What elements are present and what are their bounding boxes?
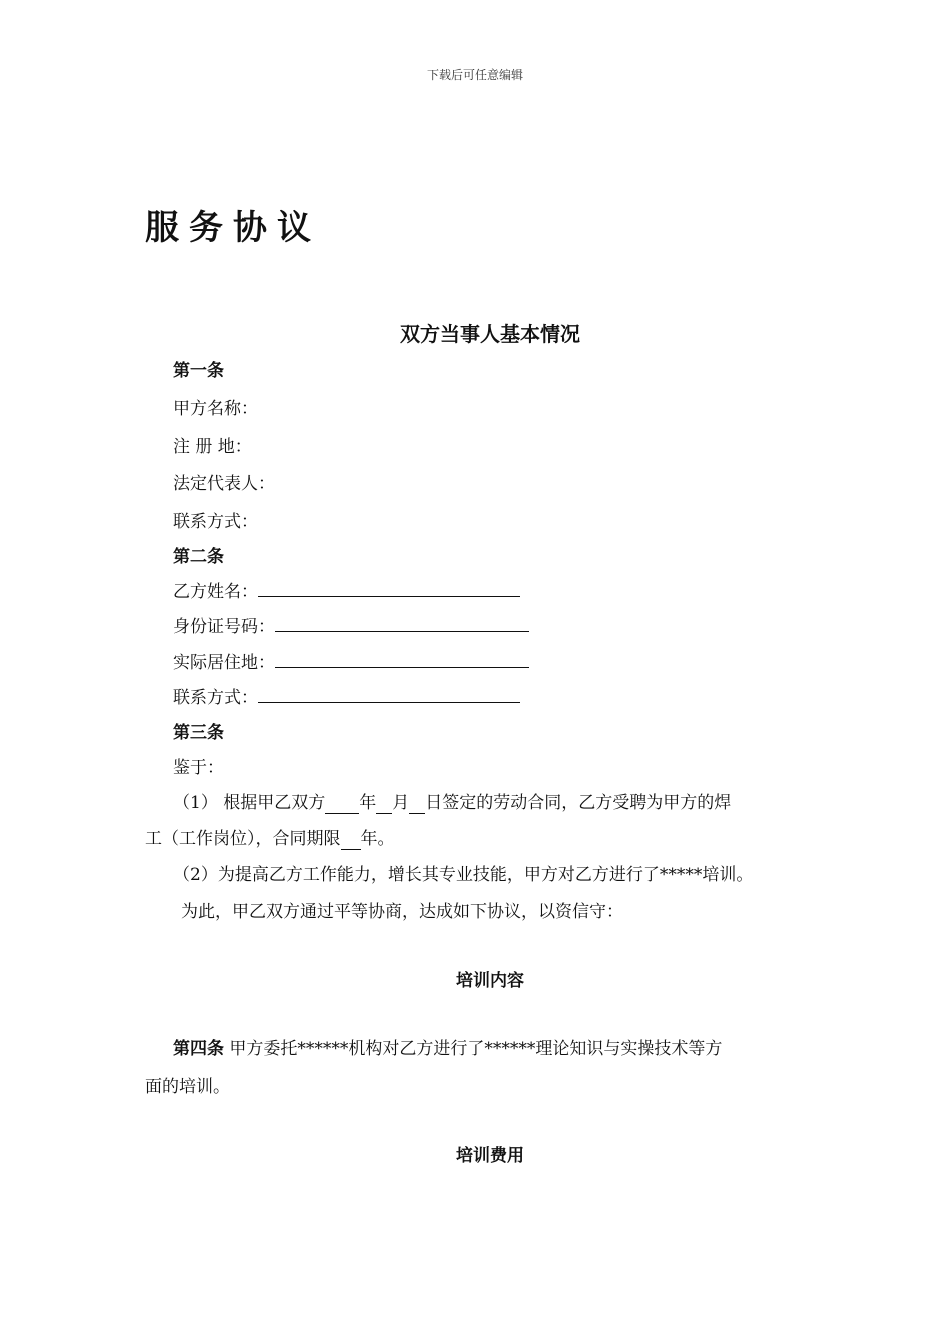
party-b-name-row [173, 577, 520, 602]
article-1-label: 第一条 [173, 361, 224, 381]
article-4-text: 甲方委托******机构对乙方进行了******理论知识与实操技术等方 [224, 1039, 723, 1059]
article-4-label: 第四条 [173, 1039, 224, 1059]
party-b-residence-blank[interactable] [275, 653, 529, 668]
party-b-contact-blank[interactable] [258, 688, 520, 703]
article-3-label: 第三条 [173, 723, 224, 743]
contract-term-blank[interactable] [341, 829, 361, 850]
section-heading-training-content: 培训内容 [456, 971, 524, 991]
contract-month-blank[interactable] [376, 793, 392, 814]
party-a-name-field: 甲方名称： [173, 399, 258, 419]
article-3-item-2: （2）为提高乙方工作能力，增长其专业技能，甲方对乙方进行了*****培训。 [173, 865, 754, 885]
section-heading-parties: 双方当事人基本情况 [400, 322, 580, 346]
article-4-line-2: 面的培训。 [145, 1077, 230, 1097]
party-b-id-label: 身份证号码： [173, 617, 275, 637]
party-b-contact-row [173, 683, 520, 708]
party-b-contact-label: 联系方式： [173, 688, 258, 708]
party-b-id-blank[interactable] [275, 617, 529, 632]
contract-year-blank[interactable] [325, 793, 359, 814]
party-b-residence-row [173, 648, 529, 673]
party-a-contact-field: 联系方式： [173, 512, 258, 532]
article-4-line-1 [173, 1034, 722, 1059]
article-2-label: 第二条 [173, 547, 224, 567]
party-b-id-row [173, 612, 529, 637]
party-b-name-blank[interactable] [258, 582, 520, 597]
section-heading-training-fees: 培训费用 [456, 1146, 524, 1166]
article-3-intro: 鉴于： [173, 758, 224, 778]
article-3-conclusion: 为此，甲乙双方通过平等协商，达成如下协议，以资信守： [181, 902, 623, 922]
article-3-item-1-line-1: （1） 根据甲乙双方 年 月 日签定的劳动合同，乙方受聘为甲方的焊 [173, 793, 732, 813]
document-title: 服务协议 [145, 208, 321, 248]
header-note: 下载后可任意编辑 [426, 68, 523, 82]
contract-day-blank[interactable] [409, 793, 425, 814]
article-3-item-1-line-2: 工（工作岗位），合同期限 年。 [145, 829, 395, 849]
party-a-representative-field: 法定代表人： [173, 474, 275, 494]
party-b-residence-label: 实际居住地： [173, 653, 275, 673]
party-a-address-field: 注 册 地： [173, 437, 252, 457]
party-b-name-label: 乙方姓名： [173, 582, 258, 602]
